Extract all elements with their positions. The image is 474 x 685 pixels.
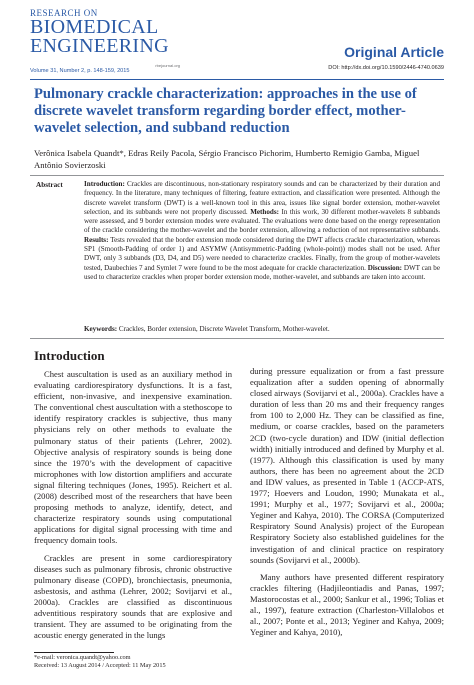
header-divider (30, 79, 444, 80)
body-paragraph: during pressure equalization or from a fast pressure equalization after a sudden opening of abnormally closed airways (Sovijarvi et al., 2000a). Crackles have a duration of less than 20 ms and their frequency ranges from 100 to 2,000 Hz. They can be classified as fine, medium, or coarse crackles, based on the parameters 2CD (two-cycle duration) and IDW (initial deflection width) initially introduced and defined by Murphy et al. (1977). Although this classification is used by many authors, there has been no agreement about the 2CD and IDW values, as presented in Table 1 (ACCP-ATS, 1977; Hoevers and Loudon, 1990; Munakata et al., 1991; Murphy et al., 1977; Sovijarvi et al., 2000a; Yeginer and Kahya, 2010). The CORSA (Computerized Respiratory Sound Analysis) project of the European Respiratory Society also established guidelines for the investigation of and clinical practice on respiratory sounds (Sovijarvi et al., 2000b). (250, 366, 444, 565)
left-column (34, 369, 232, 647)
doi-link[interactable]: DOI: http://dx.doi.org/10.1590/2446-4740.0639 (328, 65, 444, 71)
author-email[interactable]: *e-mail: veronica.quandt@yahoo.com (34, 654, 131, 661)
logo-top-text: RESEARCH ON (30, 8, 98, 18)
abstract-results-label: Results: (84, 235, 109, 244)
footnote (34, 654, 234, 670)
abstract-discussion-label: Discussion: (367, 263, 403, 272)
abstract-results: Tests revealed that the border extension mode considered during the DWT affects crackle characterization, whereas SP1 (Smooth-Padding of order 1) and ASYMW (Antisymmetric-Padding (whole-point)) modes shall not be used. After DWT, only 3 subbands (D3, D4, and D5) were needed to characterize crackles. Finally, from the group of mother-wavelets tested, Daubechies 7 and Symlet 7 were found to be the most adequate for crackle characterization. (84, 235, 440, 272)
keywords-list: Crackles, Border extension, Discrete Wavelet Transform, Mother-wavelet. (117, 325, 330, 333)
keywords-label: Keywords: (84, 325, 118, 333)
journal-logo (30, 8, 180, 68)
article-title: Pulmonary crackle characterization: approaches in the use of discrete wavelet transform regarding border effect, mother-wavelet selection, and subband reduction (34, 86, 417, 136)
abstract-label: Abstract (36, 181, 63, 189)
author-list: Verônica Isabela Quandt*, Edras Reily Pacola, Sérgio Francisco Pichorim, Humberto Remigio Gamba, Miguel Antônio Sovierzoski (34, 148, 420, 170)
section-heading-introduction: Introduction (34, 348, 105, 363)
footnote-divider (34, 652, 114, 653)
logo-bottom-text: ENGINEERING (30, 35, 169, 57)
right-column (250, 366, 444, 644)
abstract-methods-label: Methods: (250, 207, 279, 216)
keywords (84, 325, 440, 334)
body-paragraph: Many authors have presented different respiratory crackles filtering (Hadjileontiadis and Panas, 1997; Mastorocostas et al., 2000; Sankur et al., 1996; Tolias et al., 1997), feature extraction (Charleston-Villalobos et al., 2007; Ponte et al., 2013; Yeginer and Kahya, 2009; Yeginer and Kahya, 2010), (250, 571, 444, 638)
received-dates: Received: 13 August 2014 / Accepted: 11 May 2015 (34, 662, 166, 669)
logo-url: rbejournal.org (155, 63, 180, 68)
abstract-intro: Crackles are discontinuous, non-stationary respiratory sounds and can be characterized by their duration and frequency. In the literature, many techniques of filtering, feature extraction, and classification were presented. Although the discrete wavelet transform (DWT) is a well-known tool in this area, issues like signal border extension, mother-wavelet selection, and its subbands were not properly discussed. (84, 180, 440, 216)
volume-info: Volume 31, Number 2, p. 148-159, 2015 (30, 68, 130, 74)
logo-mid-text: BIOMEDICAL (30, 16, 159, 38)
abstract-text (84, 180, 440, 282)
abstract-discussion: DWT can be used to characterize crackles when proper border extension mode, mother-wavelet, and subbands are taken into account. (84, 263, 440, 281)
body-paragraph: Chest auscultation is used as an auxiliary method in evaluating cardiorespiratory dysfunctions. It is a fast, efficient, non-invasive, and inexpensive examination. The conventional chest auscultation with a stethoscope to identify respiratory crackles is subjective, thus many physicians rely on other methods to evaluate the pulmonary status of their patients (Lehrer, 2002). Objective analysis of respiratory sounds is being done since the 1970’s with the development of capacitive microphones with low distortion amplifiers and accurate signal filtering techniques (Jones, 1995). Reichert et al. (2008) described most of the researchers that have been proposing methods to analyze, identify, detect, and characterize respiratory sounds using computational applications for digital signal processing with time and frequency domain tools. (34, 369, 232, 546)
abstract-intro-label: Introduction: (84, 180, 125, 188)
body-paragraph: Crackles are present in some cardiorespiratory diseases such as pulmonary fibrosis, chronic obstructive pulmonary disease (COPD), bronchiectasis, pneumonia, asbestosis, and asthma (Lehrer, 2002; Sovijarvi et al., 2000a). Crackles are classified as discontinuous adventitious respiratory sounds that are explosive and transient. They are assumed to be originating from the acoustic energy generated in the lungs (34, 552, 232, 641)
abstract-methods: In this work, 30 different mother-wavelets 8 subbands were assessed, and 9 border extension modes were evaluated. The evaluations were done based on the energy representation of the crackle considering the mother-wavelet and the border extension, allowing a reduction of not representative subbands. (84, 207, 440, 235)
article-type: Original Article (344, 44, 444, 60)
